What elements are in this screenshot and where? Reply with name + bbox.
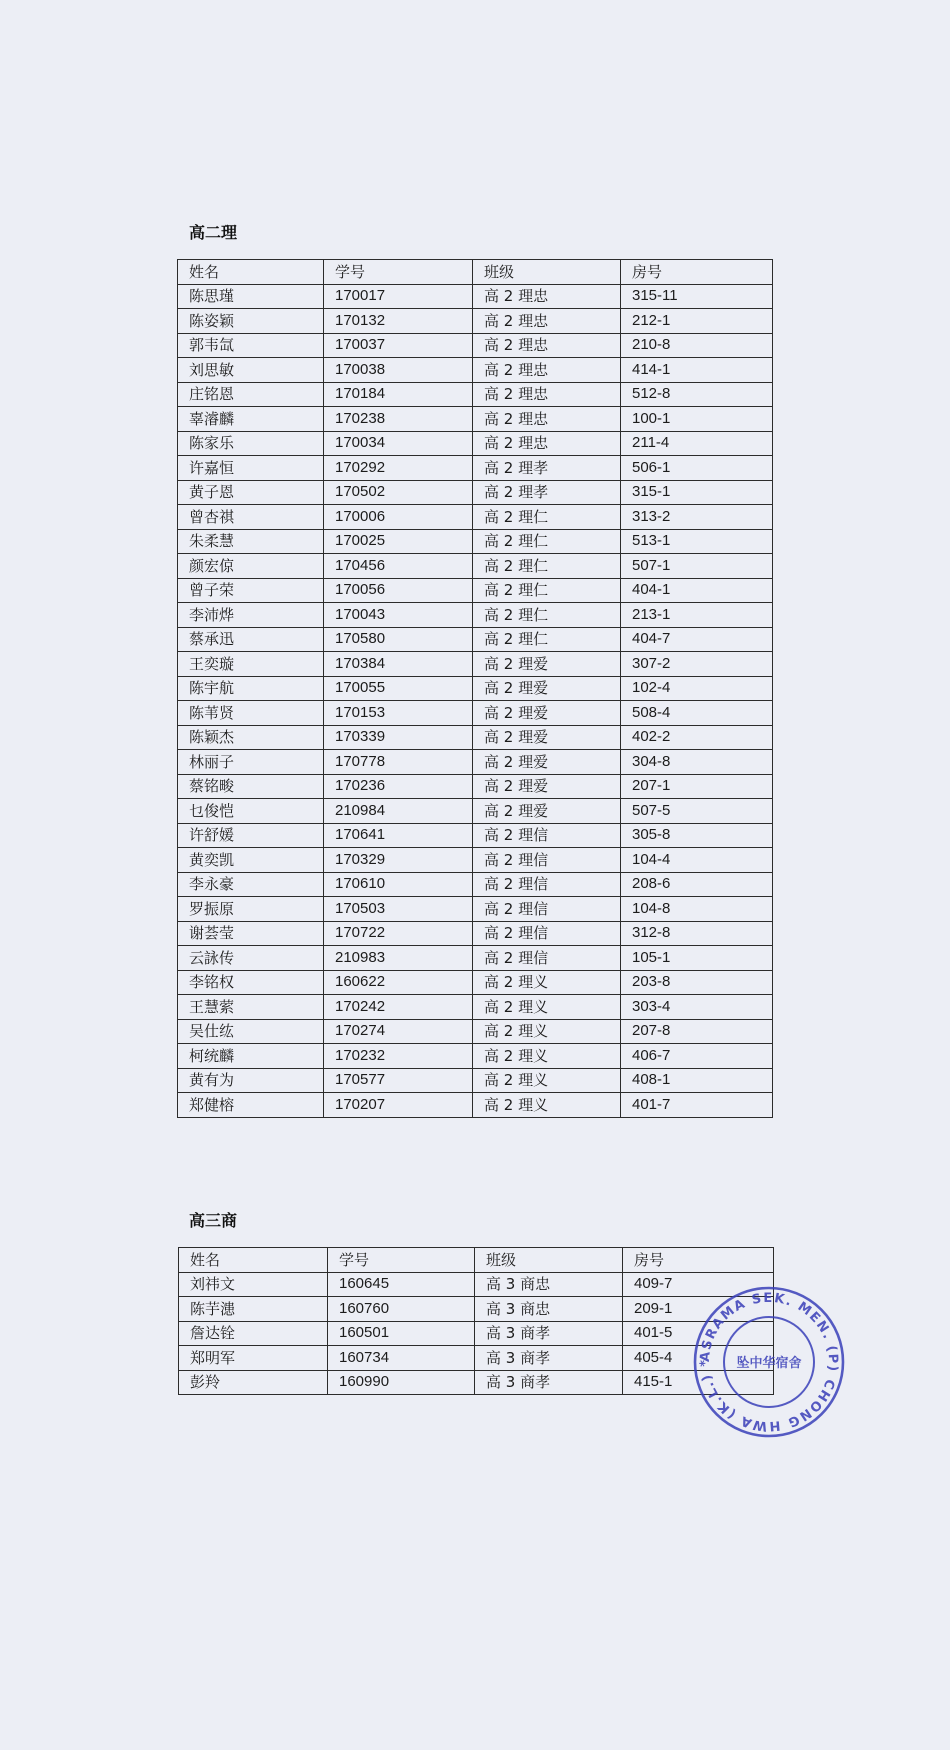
cell-class: 高 2 理忠 bbox=[473, 431, 621, 456]
cell-room: 100-1 bbox=[621, 407, 773, 432]
cell-room: 212-1 bbox=[621, 309, 773, 334]
cell-student-id: 160501 bbox=[328, 1321, 475, 1346]
cell-name: 刘祎文 bbox=[179, 1272, 328, 1297]
cell-room: 507-1 bbox=[621, 554, 773, 579]
header-room: 房号 bbox=[623, 1248, 774, 1273]
table-row bbox=[178, 995, 773, 1020]
cell-room: 105-1 bbox=[621, 946, 773, 971]
cell-name: 彭羚 bbox=[179, 1370, 328, 1395]
table-row bbox=[178, 480, 773, 505]
cell-class: 高 2 理忠 bbox=[473, 333, 621, 358]
cell-room: 102-4 bbox=[621, 676, 773, 701]
cell-student-id: 170456 bbox=[324, 554, 473, 579]
cell-room: 512-8 bbox=[621, 382, 773, 407]
cell-name: 云詠传 bbox=[178, 946, 324, 971]
cell-student-id: 170577 bbox=[324, 1068, 473, 1093]
cell-room: 315-11 bbox=[621, 284, 773, 309]
cell-name: 许嘉恒 bbox=[178, 456, 324, 481]
cell-class: 高 2 理孝 bbox=[473, 480, 621, 505]
cell-room: 207-8 bbox=[621, 1019, 773, 1044]
cell-student-id: 170025 bbox=[324, 529, 473, 554]
dormitory-stamp bbox=[692, 1285, 846, 1439]
cell-student-id: 170043 bbox=[324, 603, 473, 628]
cell-class: 高 2 理义 bbox=[473, 970, 621, 995]
cell-name: 曾杏祺 bbox=[178, 505, 324, 530]
table-row bbox=[178, 848, 773, 873]
cell-class: 高 3 商孝 bbox=[475, 1346, 623, 1371]
cell-room: 506-1 bbox=[621, 456, 773, 481]
cell-class: 高 2 理仁 bbox=[473, 603, 621, 628]
cell-student-id: 160734 bbox=[328, 1346, 475, 1371]
cell-room: 402-2 bbox=[621, 725, 773, 750]
cell-student-id: 170339 bbox=[324, 725, 473, 750]
cell-name: 黄奕凯 bbox=[178, 848, 324, 873]
roster-table-2 bbox=[178, 1247, 774, 1395]
cell-name: 陈思瑾 bbox=[178, 284, 324, 309]
cell-room: 305-8 bbox=[621, 823, 773, 848]
cell-name: 陈颖杰 bbox=[178, 725, 324, 750]
table-row bbox=[178, 603, 773, 628]
cell-name: 许舒媛 bbox=[178, 823, 324, 848]
cell-student-id: 160645 bbox=[328, 1272, 475, 1297]
cell-class: 高 2 理爱 bbox=[473, 652, 621, 677]
cell-class: 高 2 理忠 bbox=[473, 407, 621, 432]
cell-class: 高 2 理爱 bbox=[473, 799, 621, 824]
cell-room: 303-4 bbox=[621, 995, 773, 1020]
cell-name: 黄有为 bbox=[178, 1068, 324, 1093]
cell-room: 313-2 bbox=[621, 505, 773, 530]
cell-room: 414-1 bbox=[621, 358, 773, 383]
cell-student-id: 170502 bbox=[324, 480, 473, 505]
cell-room: 507-5 bbox=[621, 799, 773, 824]
table-row bbox=[178, 333, 773, 358]
cell-student-id: 170503 bbox=[324, 897, 473, 922]
cell-name: 郑健榕 bbox=[178, 1093, 324, 1118]
table-row bbox=[178, 431, 773, 456]
cell-class: 高 2 理仁 bbox=[473, 505, 621, 530]
table-row bbox=[178, 578, 773, 603]
cell-student-id: 170722 bbox=[324, 921, 473, 946]
table-row bbox=[178, 554, 773, 579]
stamp-outer-text: ASRAMA SEK. MEN. (P) CHONG HWA (K.L.) * bbox=[697, 1290, 841, 1434]
table-row bbox=[178, 529, 773, 554]
cell-name: 林丽子 bbox=[178, 750, 324, 775]
cell-name: 罗振原 bbox=[178, 897, 324, 922]
table-row bbox=[179, 1272, 774, 1297]
cell-name: 庄铭恩 bbox=[178, 382, 324, 407]
table-row bbox=[178, 774, 773, 799]
cell-room: 307-2 bbox=[621, 652, 773, 677]
cell-student-id: 170184 bbox=[324, 382, 473, 407]
cell-student-id: 170037 bbox=[324, 333, 473, 358]
cell-room: 211-4 bbox=[621, 431, 773, 456]
cell-room: 404-1 bbox=[621, 578, 773, 603]
cell-student-id: 170207 bbox=[324, 1093, 473, 1118]
header-student-id: 学号 bbox=[328, 1248, 475, 1273]
cell-student-id: 170292 bbox=[324, 456, 473, 481]
cell-student-id: 170274 bbox=[324, 1019, 473, 1044]
cell-class: 高 2 理义 bbox=[473, 1019, 621, 1044]
cell-class: 高 2 理爱 bbox=[473, 725, 621, 750]
cell-room: 207-1 bbox=[621, 774, 773, 799]
cell-student-id: 170384 bbox=[324, 652, 473, 677]
cell-student-id: 170236 bbox=[324, 774, 473, 799]
cell-student-id: 170132 bbox=[324, 309, 473, 334]
cell-class: 高 2 理信 bbox=[473, 848, 621, 873]
cell-class: 高 2 理信 bbox=[473, 921, 621, 946]
table-row bbox=[178, 407, 773, 432]
table-row bbox=[178, 627, 773, 652]
table-row bbox=[179, 1297, 774, 1322]
cell-name: 颜宏倞 bbox=[178, 554, 324, 579]
cell-student-id: 170017 bbox=[324, 284, 473, 309]
cell-student-id: 170641 bbox=[324, 823, 473, 848]
table-row bbox=[178, 872, 773, 897]
cell-name: 蔡铭畯 bbox=[178, 774, 324, 799]
cell-room: 104-4 bbox=[621, 848, 773, 873]
cell-name: 乜俊恺 bbox=[178, 799, 324, 824]
cell-student-id: 170038 bbox=[324, 358, 473, 383]
header-class: 班级 bbox=[473, 260, 621, 285]
cell-name: 李永豪 bbox=[178, 872, 324, 897]
cell-class: 高 2 理爱 bbox=[473, 750, 621, 775]
cell-room: 312-8 bbox=[621, 921, 773, 946]
cell-name: 郑明军 bbox=[179, 1346, 328, 1371]
cell-class: 高 2 理信 bbox=[473, 872, 621, 897]
cell-name: 朱柔慧 bbox=[178, 529, 324, 554]
cell-name: 陈家乐 bbox=[178, 431, 324, 456]
cell-class: 高 2 理爱 bbox=[473, 701, 621, 726]
cell-student-id: 170610 bbox=[324, 872, 473, 897]
cell-name: 郭韦氙 bbox=[178, 333, 324, 358]
cell-room: 508-4 bbox=[621, 701, 773, 726]
cell-class: 高 2 理忠 bbox=[473, 309, 621, 334]
cell-name: 陈苇贤 bbox=[178, 701, 324, 726]
cell-student-id: 170055 bbox=[324, 676, 473, 701]
cell-room: 401-7 bbox=[621, 1093, 773, 1118]
table-row bbox=[179, 1346, 774, 1371]
table-row bbox=[178, 1044, 773, 1069]
cell-room: 415-1 bbox=[623, 1370, 774, 1395]
cell-name: 黄子恩 bbox=[178, 480, 324, 505]
cell-student-id: 170006 bbox=[324, 505, 473, 530]
cell-class: 高 2 理孝 bbox=[473, 456, 621, 481]
table-row bbox=[178, 921, 773, 946]
cell-name: 柯统麟 bbox=[178, 1044, 324, 1069]
cell-room: 209-1 bbox=[623, 1297, 774, 1322]
table-row bbox=[178, 1019, 773, 1044]
section-heading-1: 高二理 bbox=[189, 223, 238, 242]
cell-room: 513-1 bbox=[621, 529, 773, 554]
table-row bbox=[178, 799, 773, 824]
cell-room: 409-7 bbox=[623, 1272, 774, 1297]
table-row bbox=[178, 358, 773, 383]
cell-room: 304-8 bbox=[621, 750, 773, 775]
cell-room: 203-8 bbox=[621, 970, 773, 995]
cell-student-id: 170329 bbox=[324, 848, 473, 873]
cell-class: 高 2 理义 bbox=[473, 1093, 621, 1118]
cell-room: 408-1 bbox=[621, 1068, 773, 1093]
cell-name: 吴仕纮 bbox=[178, 1019, 324, 1044]
table-row bbox=[178, 505, 773, 530]
cell-class: 高 2 理爱 bbox=[473, 676, 621, 701]
cell-name: 詹达铨 bbox=[179, 1321, 328, 1346]
cell-student-id: 170153 bbox=[324, 701, 473, 726]
cell-name: 辜濬麟 bbox=[178, 407, 324, 432]
cell-class: 高 2 理忠 bbox=[473, 358, 621, 383]
cell-class: 高 2 理信 bbox=[473, 897, 621, 922]
header-class: 班级 bbox=[475, 1248, 623, 1273]
table-row bbox=[178, 1068, 773, 1093]
table-row bbox=[178, 676, 773, 701]
cell-class: 高 2 理忠 bbox=[473, 284, 621, 309]
cell-class: 高 2 理爱 bbox=[473, 774, 621, 799]
cell-room: 104-8 bbox=[621, 897, 773, 922]
cell-name: 陈芋漶 bbox=[179, 1297, 328, 1322]
table-row bbox=[178, 725, 773, 750]
cell-class: 高 2 理信 bbox=[473, 823, 621, 848]
cell-name: 李沛烨 bbox=[178, 603, 324, 628]
cell-student-id: 160990 bbox=[328, 1370, 475, 1395]
cell-room: 406-7 bbox=[621, 1044, 773, 1069]
cell-student-id: 160622 bbox=[324, 970, 473, 995]
cell-name: 谢荟莹 bbox=[178, 921, 324, 946]
cell-class: 高 3 商孝 bbox=[475, 1370, 623, 1395]
table-row bbox=[178, 970, 773, 995]
cell-student-id: 170580 bbox=[324, 627, 473, 652]
cell-name: 王慧萦 bbox=[178, 995, 324, 1020]
table-header-row bbox=[178, 260, 773, 285]
cell-room: 213-1 bbox=[621, 603, 773, 628]
cell-class: 高 2 理义 bbox=[473, 995, 621, 1020]
table-row bbox=[178, 823, 773, 848]
cell-class: 高 3 商忠 bbox=[475, 1272, 623, 1297]
cell-room: 208-6 bbox=[621, 872, 773, 897]
table-row bbox=[178, 284, 773, 309]
table-row bbox=[179, 1370, 774, 1395]
cell-class: 高 2 理义 bbox=[473, 1068, 621, 1093]
header-student-id: 学号 bbox=[324, 260, 473, 285]
cell-student-id: 170232 bbox=[324, 1044, 473, 1069]
cell-name: 李铭权 bbox=[178, 970, 324, 995]
cell-class: 高 2 理仁 bbox=[473, 627, 621, 652]
header-name: 姓名 bbox=[179, 1248, 328, 1273]
stamp-inner-text: 坠中华宿舍 bbox=[736, 1356, 802, 1371]
table-row bbox=[178, 652, 773, 677]
cell-class: 高 3 商忠 bbox=[475, 1297, 623, 1322]
table-row bbox=[178, 382, 773, 407]
cell-student-id: 210983 bbox=[324, 946, 473, 971]
table-header-row bbox=[179, 1248, 774, 1273]
cell-class: 高 2 理义 bbox=[473, 1044, 621, 1069]
section-heading-2: 高三商 bbox=[189, 1211, 238, 1230]
cell-student-id: 210984 bbox=[324, 799, 473, 824]
cell-room: 401-5 bbox=[623, 1321, 774, 1346]
cell-name: 曾子荣 bbox=[178, 578, 324, 603]
cell-student-id: 170242 bbox=[324, 995, 473, 1020]
roster-table-1 bbox=[177, 259, 773, 1118]
cell-room: 404-7 bbox=[621, 627, 773, 652]
cell-name: 陈姿颖 bbox=[178, 309, 324, 334]
cell-student-id: 160760 bbox=[328, 1297, 475, 1322]
cell-name: 蔡承迅 bbox=[178, 627, 324, 652]
cell-class: 高 2 理仁 bbox=[473, 578, 621, 603]
table-row bbox=[178, 456, 773, 481]
table-row bbox=[179, 1321, 774, 1346]
table-row bbox=[178, 750, 773, 775]
table-row bbox=[178, 897, 773, 922]
table-row bbox=[178, 1093, 773, 1118]
cell-student-id: 170034 bbox=[324, 431, 473, 456]
cell-name: 陈宇航 bbox=[178, 676, 324, 701]
cell-room: 315-1 bbox=[621, 480, 773, 505]
table-row bbox=[178, 309, 773, 334]
cell-class: 高 2 理仁 bbox=[473, 554, 621, 579]
header-name: 姓名 bbox=[178, 260, 324, 285]
cell-student-id: 170778 bbox=[324, 750, 473, 775]
table-row bbox=[178, 946, 773, 971]
cell-room: 405-4 bbox=[623, 1346, 774, 1371]
cell-class: 高 3 商孝 bbox=[475, 1321, 623, 1346]
cell-class: 高 2 理忠 bbox=[473, 382, 621, 407]
cell-student-id: 170056 bbox=[324, 578, 473, 603]
header-room: 房号 bbox=[621, 260, 773, 285]
cell-class: 高 2 理信 bbox=[473, 946, 621, 971]
cell-class: 高 2 理仁 bbox=[473, 529, 621, 554]
cell-student-id: 170238 bbox=[324, 407, 473, 432]
cell-room: 210-8 bbox=[621, 333, 773, 358]
cell-name: 刘思敏 bbox=[178, 358, 324, 383]
cell-name: 王奕璇 bbox=[178, 652, 324, 677]
table-row bbox=[178, 701, 773, 726]
